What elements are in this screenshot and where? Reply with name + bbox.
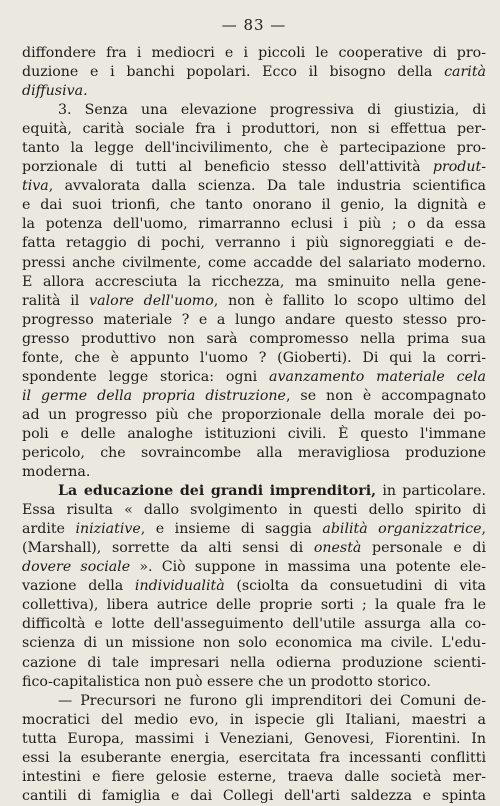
text-line [22,139,486,158]
text-run: , e insieme di saggia [140,521,323,538]
text-run: , non è fallito lo scopo ultimo del [213,292,486,309]
text-run: tanto la legge dell'incivilimento, che è partecipazione pro- [22,140,486,157]
text-line [22,463,486,482]
text-line [22,158,486,177]
text-line [22,768,486,787]
text-run: duzione e i banchi popolari. Ecco il bisogno della [22,64,445,81]
text-line [22,196,486,215]
text-line [22,215,486,234]
text-run: scienza di un missione non solo economica ma civile. L'edu- [22,635,486,652]
text-line [22,749,486,768]
text-line [22,82,486,101]
text-line [22,101,486,120]
text-line [22,615,486,634]
text-line [22,234,486,253]
text-line [22,634,486,653]
text-run: diffondere fra i mediocri e i piccoli le cooperative di pro- [22,45,486,61]
text-line [22,787,486,806]
text-run: e dai suoi trionfi, che tanto onorano il genio, la dignità e [22,197,486,214]
text-run: Essa risulta « dallo svolgimento in questi dello spirito di [22,502,486,519]
text-line [22,330,486,349]
text-line [22,558,486,577]
text-line [22,177,486,196]
italic-text: valore dell'uomo [89,292,214,309]
text-run: mocratici del medio evo, in ispecie gli Italiani, maestri a [22,711,486,728]
italic-text: dovere sociale [22,559,131,576]
text-run: ralità il [22,292,90,309]
text-line [22,63,486,82]
text-line [22,254,486,273]
text-run: ad un progresso più che proporzionale della morale dei po- [22,406,486,423]
text-line [22,692,486,711]
page-number: — 83 — [221,16,287,34]
text-run: vazione della [22,578,135,595]
text-line [22,730,486,749]
text-run: , se non è accompagnato [285,387,486,404]
text-run: difficoltà e lotte dell'asseguimento dell'utile assurga alla co- [22,616,486,633]
italic-text: diffusiva. [22,83,88,100]
italic-text: tiva [22,178,49,195]
bold-text: La educazione dei grandi imprenditori, [58,483,377,500]
text-run: progresso materiale ? e a lungo andare questo stesso pro- [22,311,486,328]
text-line [22,311,486,330]
text-line [22,577,486,596]
text-run: intestini e fiere gelosie esterne, traeva dalle società mer- [22,768,486,785]
text-line [22,406,486,425]
text-line [22,482,486,501]
text-line [22,654,486,673]
text-line [22,273,486,292]
italic-text: abilità organizzatrice [322,521,482,538]
text-line [22,292,486,311]
text-run: fico-capitalistica non può essere che un prodotto storico. [22,673,431,690]
text-run: E allora accresciuta la ricchezza, ma sminuito nella gene- [22,273,486,290]
text-run: tutta Europa, massimi i Veneziani, Genovesi, Fiorentini. In [22,730,486,747]
text-run: ». Ciò suppone in massima una potente ele- [130,559,486,576]
text-line [22,444,486,463]
italic-text: iniziative [75,521,141,538]
body-text [22,44,486,806]
text-line [22,501,486,520]
text-run: spondente legge storica: ogni [22,368,269,385]
text-line [22,596,486,615]
text-run: gresso produttivo non sarà compromesso nella prima sua [22,330,486,347]
italic-text: il germe della propria distruzione [22,387,286,404]
text-run: essi la esuberante energia, esercitata fra incessanti conflitti [22,749,486,766]
text-line [22,539,486,558]
text-run: 3. Senza una elevazione progressiva di giustizia, di [58,102,486,119]
text-line [22,349,486,368]
text-run: cazione di tale impresari nella odierna produzione scienti- [22,654,486,671]
italic-text: individualità [134,578,225,595]
text-run: la potenza dell'uomo, rimarranno eclusi i più ; o da essa [22,216,486,233]
text-line [22,120,486,139]
text-run: poli e delle analoghe istituzioni civili. È questo l'immane [22,425,486,442]
text-run: equità, carità sociale fra i produttori, non si effettua per- [22,121,486,138]
text-run: fatta retaggio di pochi, verranno i più signoreggiati e de- [22,235,486,252]
text-run: in particolare. [376,483,486,500]
text-run: (Marshall), sorrette da alti sensi di [22,540,314,557]
text-run: moderna. [22,464,91,481]
italic-text: carità [444,64,486,81]
italic-text: avanzamento materiale cela [269,368,486,385]
text-line [22,711,486,730]
text-run: fonte, che è appunto l'uomo ? (Gioberti). Di qui la corri- [22,349,486,366]
text-run: cantili di famiglia e dai Collegi dell'arti saldezza e spinta [22,787,486,804]
text-run: pressi anche civilmente, come accadde del salariato moderno. [22,254,486,271]
text-run: collettiva), libera autrice delle proprie sorti ; la quale fra le [22,597,486,614]
text-line [22,425,486,444]
text-run: , [481,521,486,538]
text-run: ardite [22,521,76,538]
text-run: porzionale di tutti al beneficio stesso dell'attività [22,159,433,176]
italic-text: produt- [432,159,486,176]
text-run: personale e di [361,540,486,557]
text-line [22,44,486,63]
text-line [22,387,486,406]
text-run: pericolo, che sovraincombe alla meravigliosa produzione [22,444,486,461]
text-line [22,673,486,692]
text-line [22,368,486,387]
text-run: , avvalorata dalla scienza. Da tale industria scientifica [48,178,486,195]
text-run: — Precursori ne furono gli imprenditori dei Comuni de- [58,692,486,709]
text-line [22,520,486,539]
text-run: (sciolta da consuetudini di vita [224,578,486,595]
italic-text: onestà [313,540,362,557]
